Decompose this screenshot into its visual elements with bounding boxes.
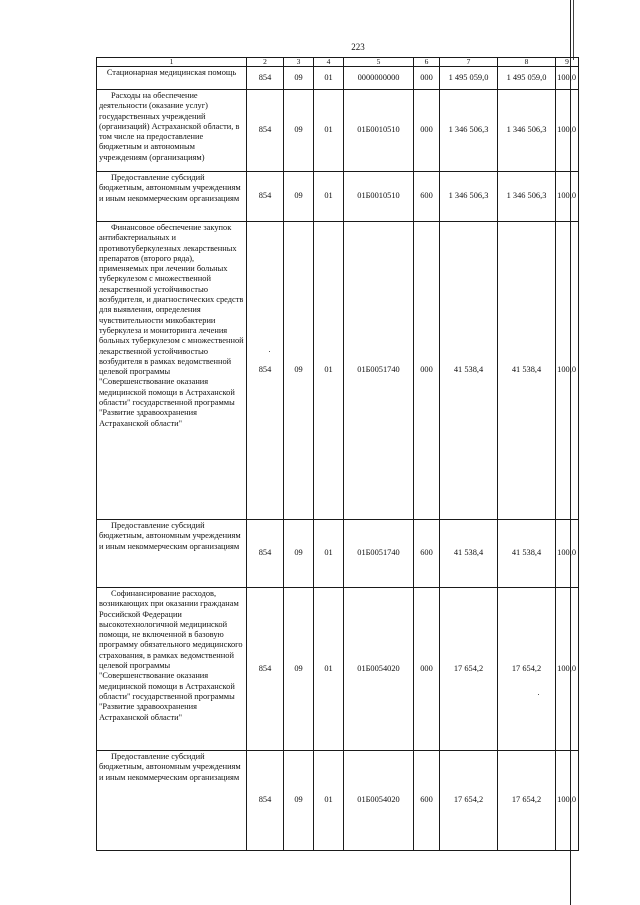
cell-target-code: 01Б0054020	[344, 588, 414, 751]
cell-subsection: 01	[314, 222, 344, 520]
cell-expense-type: 600	[414, 172, 440, 222]
row-description: Софинансирование расходов, возникающих при оказании гражданам Российской Федерации высокотехнологичной медицинской помощи, не включенной в базовую программу обязательного медицинского страхования, в рамках ведомственной целевой программы "Совершенствование оказания медицинской помощи в Астраханской области" государственной программы "Развитие здравоохранения Астраханской области"	[97, 588, 247, 751]
cell-amount-plan: 17 654,2	[440, 588, 498, 751]
cell-target-code: 01Б0051740	[344, 222, 414, 520]
cell-target-code: 01Б0010510	[344, 172, 414, 222]
cell-expense-type: 600	[414, 520, 440, 588]
cell-amount-actual: 1 346 506,3	[498, 90, 556, 172]
cell-subsection: 01	[314, 751, 344, 851]
cell-ministry-code: 854	[247, 67, 284, 90]
cell-amount-actual: 41 538,4	[498, 520, 556, 588]
cell-expense-type: 000	[414, 90, 440, 172]
cell-percent: 100,0	[556, 172, 579, 222]
table-row	[97, 67, 579, 90]
cell-percent: 100,0	[556, 520, 579, 588]
cell-subsection: 01	[314, 90, 344, 172]
cell-percent: 100,0	[556, 588, 579, 751]
cell-expense-type: 000	[414, 588, 440, 751]
cell-subsection: 01	[314, 172, 344, 222]
cell-target-code: 0000000000	[344, 67, 414, 90]
cell-ministry-code: 854	[247, 520, 284, 588]
cell-ministry-code: 854	[247, 222, 284, 520]
cell-percent: 100,0	[556, 222, 579, 520]
cell-ministry-code: 854	[247, 90, 284, 172]
cell-amount-actual: 17 654,2	[498, 751, 556, 851]
row-description: Расходы на обеспечение деятельности (оказание услуг) государственных учреждений (организаций) Астраханской области, в том числе на предоставление бюджетным и автономным учреждениям (организациям)	[97, 90, 247, 172]
column-number-row	[97, 58, 579, 67]
cell-amount-plan: 41 538,4	[440, 520, 498, 588]
cell-section: 09	[284, 588, 314, 751]
cell-subsection: 01	[314, 588, 344, 751]
table-row	[97, 588, 579, 751]
cell-percent: 100,0	[556, 67, 579, 90]
cell-amount-actual: 41 538,4	[498, 222, 556, 520]
column-header: 1	[97, 58, 247, 67]
row-description: Предоставление субсидий бюджетным, автономным учреждениям и иным некоммерческим организациям	[97, 520, 247, 588]
scan-speck	[269, 351, 270, 352]
cell-amount-actual: 1 495 059,0	[498, 67, 556, 90]
table-row	[97, 172, 579, 222]
cell-amount-plan: 1 346 506,3	[440, 172, 498, 222]
row-description: Предоставление субсидий бюджетным, автономным учреждениям и иным некоммерческим организациям	[97, 751, 247, 851]
table-row	[97, 520, 579, 588]
cell-section: 09	[284, 172, 314, 222]
page-number: 223	[351, 42, 365, 52]
column-header: 4	[314, 58, 344, 67]
cell-target-code: 01Б0054020	[344, 751, 414, 851]
cell-expense-type: 600	[414, 751, 440, 851]
cell-section: 09	[284, 520, 314, 588]
cell-ministry-code: 854	[247, 172, 284, 222]
cell-section: 09	[284, 67, 314, 90]
cell-section: 09	[284, 90, 314, 172]
column-header: 5	[344, 58, 414, 67]
cell-amount-actual: 1 346 506,3	[498, 172, 556, 222]
cell-amount-plan: 1 495 059,0	[440, 67, 498, 90]
column-header: 3	[284, 58, 314, 67]
table-row	[97, 90, 579, 172]
cell-target-code: 01Б0051740	[344, 520, 414, 588]
cell-target-code: 01Б0010510	[344, 90, 414, 172]
cell-subsection: 01	[314, 67, 344, 90]
cell-section: 09	[284, 751, 314, 851]
row-description: Стационарная медицинская помощь	[97, 67, 247, 90]
cell-amount-plan: 41 538,4	[440, 222, 498, 520]
cell-amount-actual: 17 654,2	[498, 588, 556, 751]
cell-subsection: 01	[314, 520, 344, 588]
table-row	[97, 751, 579, 851]
cell-amount-plan: 1 346 506,3	[440, 90, 498, 172]
column-header: 9	[556, 58, 579, 67]
row-description: Предоставление субсидий бюджетным, автономным учреждениям и иным некоммерческим организациям	[97, 172, 247, 222]
scan-edge-line-secondary	[573, 0, 574, 60]
row-description: Финансовое обеспечение закупок антибактериальных и противотуберкулезных лекарственных препаратов (второго ряда), применяемых при лечении больных туберкулезом с множественной лекарственной устойчивостью возбудителя, и диагностических средств для выявления, определения чувствительности микобактерии туберкулеза и мониторинга лечения больных туберкулезом с множественной лекарственной устойчивостью возбудителя в рамках ведомственной целевой программы "Совершенствование оказания медицинской помощи в Астраханской области" государственной программы "Развитие здравоохранения Астраханской области"	[97, 222, 247, 520]
table-row	[97, 222, 579, 520]
cell-ministry-code: 854	[247, 751, 284, 851]
cell-amount-plan: 17 654,2	[440, 751, 498, 851]
column-header: 7	[440, 58, 498, 67]
cell-expense-type: 000	[414, 222, 440, 520]
cell-percent: 100,0	[556, 90, 579, 172]
column-header: 6	[414, 58, 440, 67]
budget-table	[96, 57, 579, 851]
scan-speck	[538, 694, 539, 695]
column-header: 8	[498, 58, 556, 67]
cell-percent: 100,0	[556, 751, 579, 851]
cell-section: 09	[284, 222, 314, 520]
column-header: 2	[247, 58, 284, 67]
cell-ministry-code: 854	[247, 588, 284, 751]
cell-expense-type: 000	[414, 67, 440, 90]
